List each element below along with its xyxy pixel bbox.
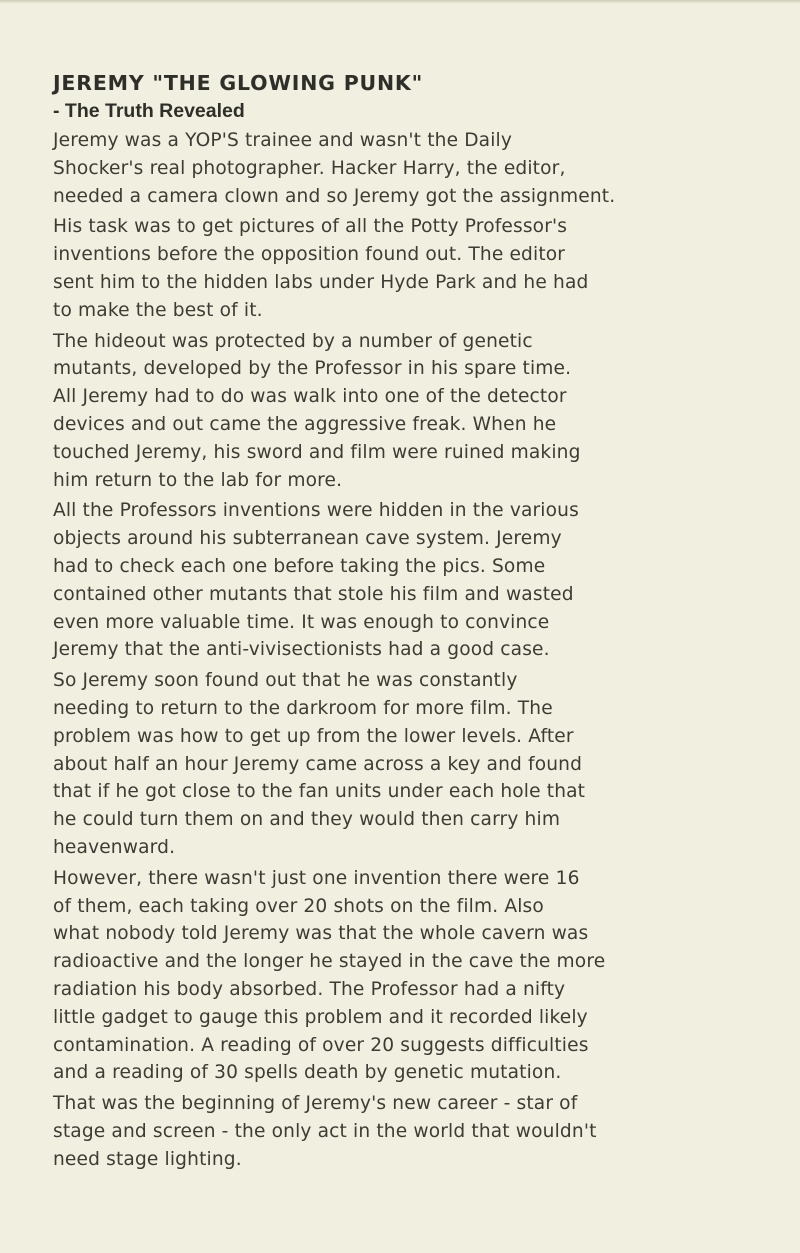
text-line: radiation his body absorbed. The Professor had a nifty [53,978,566,1000]
inlay-text-page [53,70,753,1176]
text-line: Shocker's real photographer. Hacker Harry, the editor, [53,157,566,179]
text-line: So Jeremy soon found out that he was constantly [53,670,518,692]
text-line: and a reading of 30 spells death by genetic mutation. [53,1062,562,1084]
text-line: That was the beginning of Jeremy's new career - star of [53,1093,578,1115]
text-line: about half an hour Jeremy came across a key and found [53,753,583,775]
text-line: had to check each one before taking the pics. Some [53,555,546,577]
text-line: Jeremy that the anti-vivisectionists had a good case. [53,639,550,661]
text-line: However, there wasn't just one invention there were 16 [53,867,580,889]
text-line: what nobody told Jeremy was that the whole cavern was [53,923,589,945]
page-title: JEREMY "THE GLOWING PUNK" [53,71,424,95]
text-line: stage and screen - the only act in the world that wouldn't [53,1120,597,1142]
paragraph-1 [53,127,753,210]
text-line: All the Professors inventions were hidden in the various [53,500,579,522]
paragraph-2 [53,213,753,324]
text-line: mutants, developed by the Professor in his spare time. [53,358,572,380]
body-text [53,127,753,1173]
text-line: need stage lighting. [53,1148,242,1170]
paragraph-6 [53,865,753,1087]
text-line: contained other mutants that stole his film and wasted [53,583,574,605]
text-line: Jeremy was a YOP'S trainee and wasn't the Daily [53,130,513,151]
text-line: His task was to get pictures of all the Potty Professor's [53,216,568,238]
text-line: devices and out came the aggressive freak. When he [53,413,557,435]
page-top-edge [0,0,800,4]
text-line: him return to the lab for more. [53,469,343,491]
text-line: needed a camera clown and so Jeremy got the assignment. [53,185,616,207]
paragraph-3 [53,328,753,495]
page-subtitle: - The Truth Revealed [53,100,245,122]
text-line: radioactive and the longer he stayed in the cave the more [53,951,606,973]
text-line: of them, each taking over 20 shots on the film. Also [53,895,544,917]
text-line: inventions before the opposition found out. The editor [53,244,566,266]
text-line: contamination. A reading of over 20 suggests difficulties [53,1034,589,1056]
text-line: heavenward. [53,836,176,858]
text-line: needing to return to the darkroom for more film. The [53,697,553,719]
text-line: sent him to the hidden labs under Hyde Park and he had [53,271,589,293]
text-line: touched Jeremy, his sword and film were ruined making [53,441,581,463]
text-line: little gadget to gauge this problem and it recorded likely [53,1006,588,1028]
text-line: The hideout was protected by a number of genetic [53,330,533,352]
paragraph-4 [53,497,753,664]
paragraph-7 [53,1090,753,1173]
text-line: All Jeremy had to do was walk into one of the detector [53,386,567,408]
text-line: to make the best of it. [53,299,263,321]
text-line: objects around his subterranean cave system. Jeremy [53,528,562,550]
text-line: problem was how to get up from the lower levels. After [53,725,574,747]
text-line: he could turn them on and they would then carry him [53,809,561,831]
text-line: even more valuable time. It was enough to convince [53,611,550,633]
paragraph-5 [53,667,753,862]
text-line: that if he got close to the fan units under each hole that [53,781,586,803]
